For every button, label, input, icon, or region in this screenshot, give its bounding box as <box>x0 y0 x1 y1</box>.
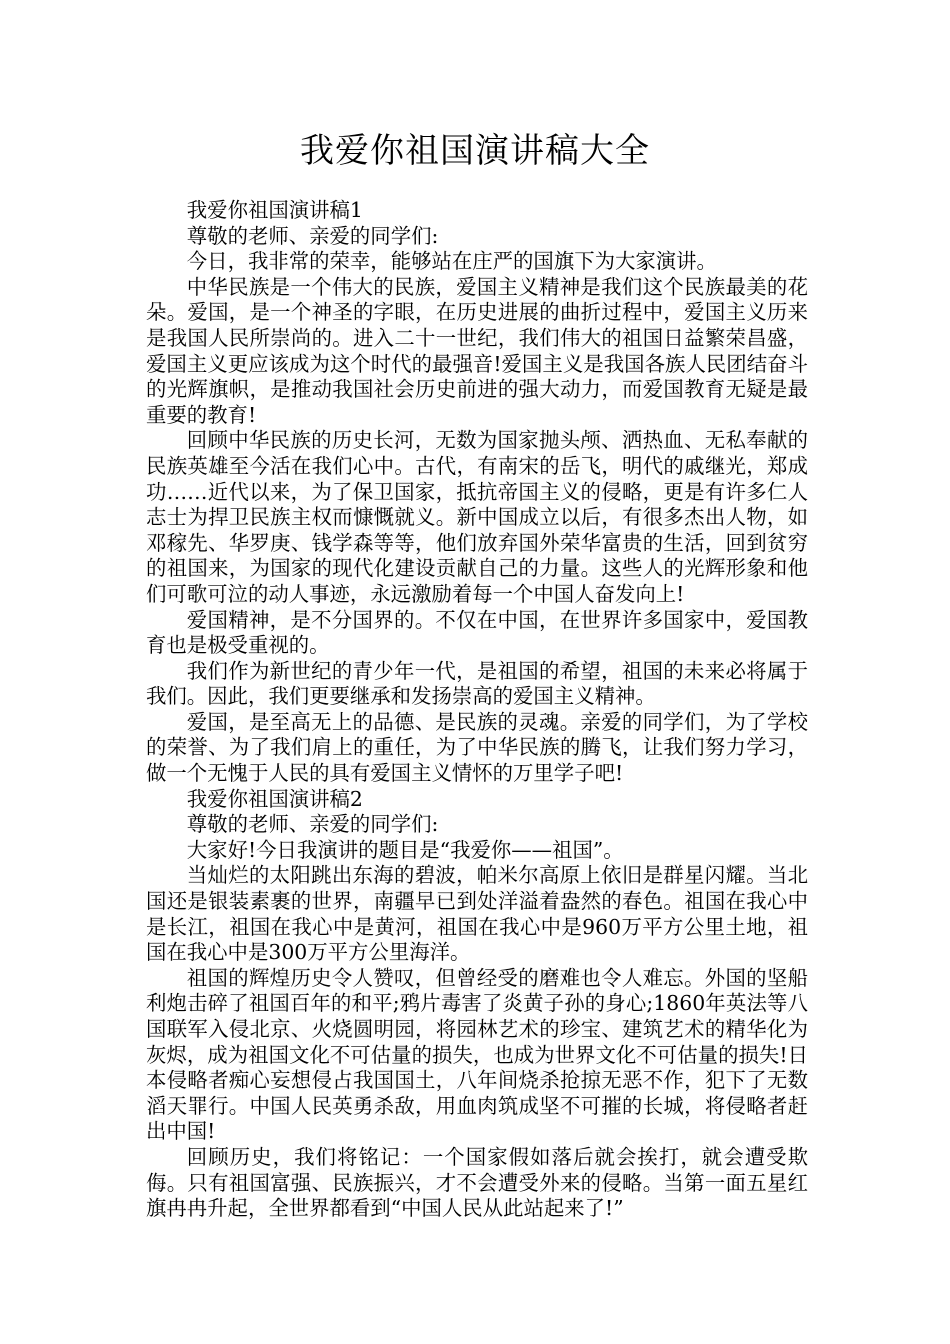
document-body <box>146 198 808 1222</box>
page-title: 我爱你祖国演讲稿大全 <box>300 131 650 171</box>
paragraph: 爱国，是至高无上的品德、是民族的灵魂。亲爱的同学们，为了学校的荣誉、为了我们肩上的重任，为了中华民族的腾飞，让我们努力学习，做一个无愧于人民的具有爱国主义情怀的万里学子吧! <box>146 709 808 786</box>
salutation-2: 尊敬的老师、亲爱的同学们: <box>186 812 439 837</box>
salutation-1: 尊敬的老师、亲爱的同学们: <box>186 223 439 248</box>
paragraph: 大家好!今日我演讲的题目是“我爱你——祖国”。 <box>186 837 624 862</box>
section-heading-2: 我爱你祖国演讲稿2 <box>186 786 363 811</box>
paragraph: 今日，我非常的荣幸，能够站在庄严的国旗下为大家演讲。 <box>186 249 717 274</box>
paragraph: 祖国的辉煌历史令人赞叹，但曾经受的磨难也令人难忘。外国的坚船利炮击碎了祖国百年的和平;鸦片毒害了炎黄子孙的身心;1860年英法等八国联军入侵北京、火烧圆明园，将园林艺术的珍宝、建筑艺术的精华化为灰烬，成为祖国文化不可估量的损失，也成为世界文化不可估量的损失!日本侵略者痴心妄想侵占我国国土，八年间烧杀抢掠无恶不作，犯下了无数滔天罪行。中国人民英勇杀敌，用血肉筑成坚不可摧的长城，将侵略者赶出中国! <box>146 965 808 1144</box>
paragraph: 我们作为新世纪的青少年一代，是祖国的希望，祖国的未来必将属于我们。因此，我们更要继承和发扬崇高的爱国主义精神。 <box>146 658 808 709</box>
paragraph: 中华民族是一个伟大的民族，爱国主义精神是我们这个民族最美的花朵。爱国，是一个神圣的字眼，在历史进展的曲折过程中，爱国主义历来是我国人民所崇尚的。进入二十一世纪，我们伟大的祖国日益繁荣昌盛，爱国主义更应该成为这个时代的最强音!爱国主义是我国各族人民团结奋斗的光辉旗帜，是推动我国社会历史前进的强大动力，而爱国教育无疑是最重要的教育! <box>146 274 808 427</box>
paragraph: 回顾中华民族的历史长河，无数为国家抛头颅、洒热血、无私奉献的民族英雄至今活在我们心中。古代，有南宋的岳飞，明代的戚继光，郑成功……近代以来，为了保卫国家，抵抗帝国主义的侵略，更是有许多仁人志士为捍卫民族主权而慷慨就义。新中国成立以后，有很多杰出人物，如邓稼先、华罗庚、钱学森等等，他们放弃国外荣华富贵的生活，回到贫穷的祖国来，为国家的现代化建设贡献自己的力量。这些人的光辉形象和他们可歌可泣的动人事迹，永远激励着每一个中国人奋发向上! <box>146 428 808 606</box>
paragraph: 回顾历史，我们将铭记：一个国家假如落后就会挨打，就会遭受欺侮。只有祖国富强、民族振兴，才不会遭受外来的侵略。当第一面五星红旗冉冉升起，全世界都看到“中国人民从此站起来了!” <box>146 1144 808 1221</box>
paragraph: 当灿烂的太阳跳出东海的碧波，帕米尔高原上依旧是群星闪耀。当北国还是银装素裹的世界，南疆早已到处洋溢着盎然的春色。祖国在我心中是长江，祖国在我心中是黄河，祖国在我心中是960万平方公里土地，祖国在我心中是300万平方公里海洋。 <box>146 863 808 965</box>
paragraph: 爱国精神，是不分国界的。不仅在中国，在世界许多国家中，爱国教育也是极受重视的。 <box>146 607 808 658</box>
section-heading-1: 我爱你祖国演讲稿1 <box>186 198 363 222</box>
